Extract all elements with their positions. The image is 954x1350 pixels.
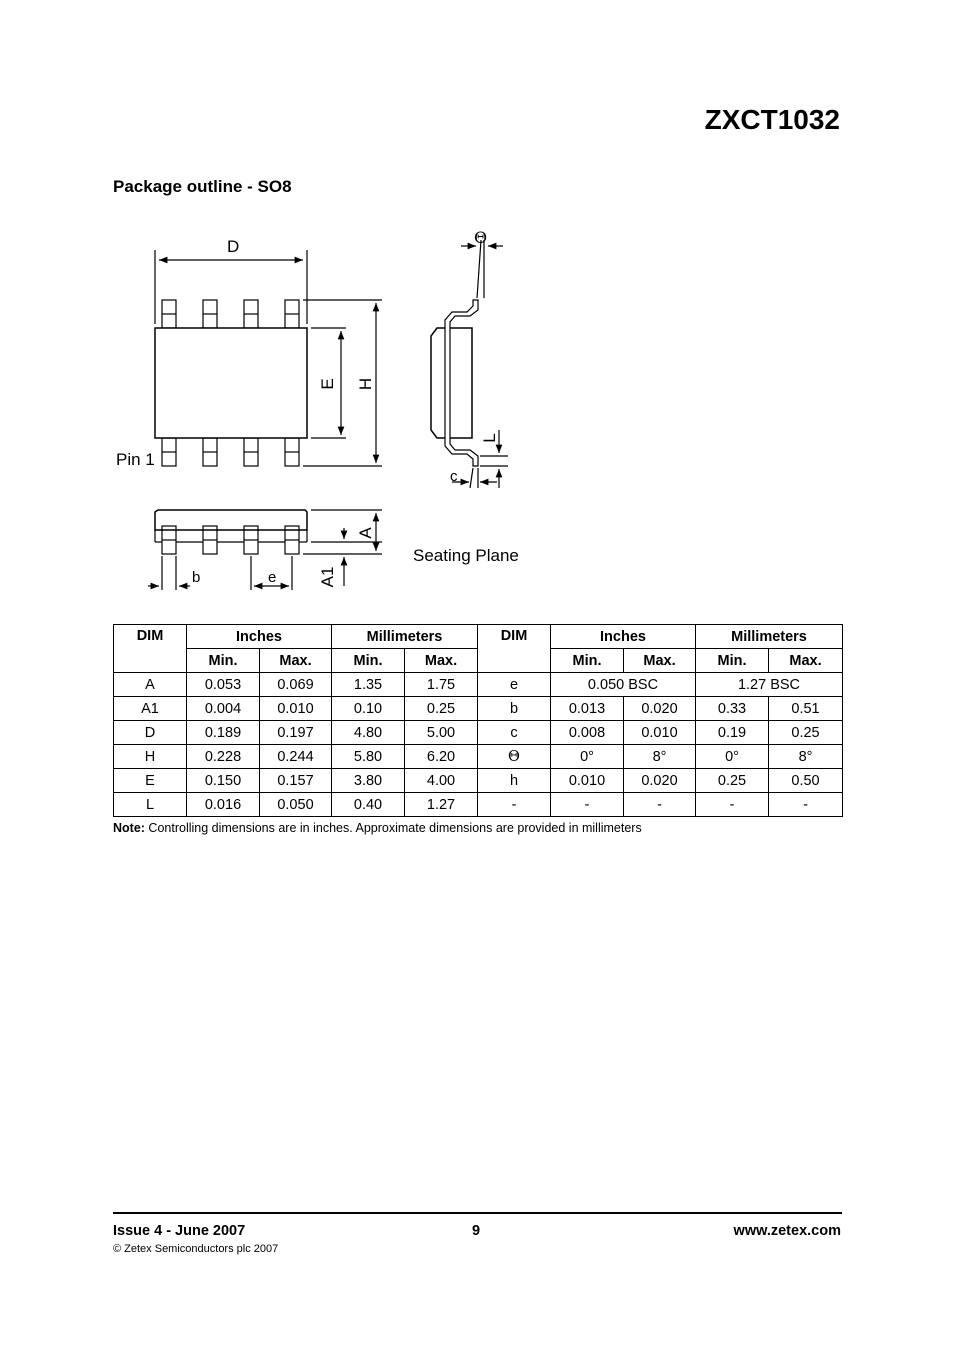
dim-label-E: E xyxy=(318,378,337,390)
dim-label-H: H xyxy=(356,377,375,391)
top-view xyxy=(155,250,382,466)
copyright: © Zetex Semiconductors plc 2007 xyxy=(113,1243,279,1255)
cell-dim: A xyxy=(114,673,187,697)
header-max: Max. xyxy=(260,649,332,673)
dim-label-D: D xyxy=(227,237,240,256)
table-row xyxy=(114,769,843,793)
header-max: Max. xyxy=(624,649,696,673)
cell: 4.80 xyxy=(332,721,405,745)
website-link[interactable]: www.zetex.com xyxy=(733,1223,841,1239)
cell: 0.19 xyxy=(696,721,769,745)
header-dim: DIM xyxy=(478,625,551,673)
cell: 5.00 xyxy=(405,721,478,745)
cell: 8° xyxy=(624,745,696,769)
header-min: Min. xyxy=(332,649,405,673)
dim-label-theta: Θ xyxy=(474,228,488,247)
header-millimeters: Millimeters xyxy=(696,625,843,649)
cell: 0.008 xyxy=(551,721,624,745)
cell: 0.244 xyxy=(260,745,332,769)
cell: 0.050 xyxy=(260,793,332,817)
cell-dim: E xyxy=(114,769,187,793)
cell-dim: A1 xyxy=(114,697,187,721)
footer-divider xyxy=(113,1212,842,1214)
cell: 0.228 xyxy=(187,745,260,769)
cell-dim: L xyxy=(114,793,187,817)
cell: 3.80 xyxy=(332,769,405,793)
table-row xyxy=(114,721,843,745)
dim-label-c: c xyxy=(450,468,458,485)
cell: 0.157 xyxy=(260,769,332,793)
cell: 0.053 xyxy=(187,673,260,697)
header-min: Min. xyxy=(187,649,260,673)
dim-label-L: L xyxy=(480,433,499,443)
pin1-label: Pin 1 xyxy=(116,450,155,469)
cell: 1.35 xyxy=(332,673,405,697)
cell-dim: h xyxy=(478,769,551,793)
issue-date: Issue 4 - June 2007 xyxy=(113,1223,246,1239)
cell: 0.150 xyxy=(187,769,260,793)
package-outline-drawing xyxy=(0,0,954,620)
note-text: Controlling dimensions are in inches. Approximate dimensions are provided in millimeters xyxy=(144,821,642,835)
cell: 1.27 xyxy=(405,793,478,817)
dim-label-A: A xyxy=(356,527,375,539)
cell-dim: c xyxy=(478,721,551,745)
header-dim: DIM xyxy=(114,625,187,673)
cell-dim: b xyxy=(478,697,551,721)
cell: 0° xyxy=(696,745,769,769)
cell: 8° xyxy=(769,745,843,769)
dim-label-b: b xyxy=(192,569,201,586)
cell: 4.00 xyxy=(405,769,478,793)
cell: 0.004 xyxy=(187,697,260,721)
header-inches: Inches xyxy=(551,625,696,649)
cell: 0.020 xyxy=(624,697,696,721)
table-header-row xyxy=(114,625,843,649)
cell-dim: H xyxy=(114,745,187,769)
cell: 0.016 xyxy=(187,793,260,817)
cell: - xyxy=(769,793,843,817)
cell: 0.069 xyxy=(260,673,332,697)
cell: 5.80 xyxy=(332,745,405,769)
dim-label-e: e xyxy=(268,569,277,586)
cell: 0° xyxy=(551,745,624,769)
cell-dim: - xyxy=(478,793,551,817)
cell: 0.010 xyxy=(260,697,332,721)
header-millimeters: Millimeters xyxy=(332,625,478,649)
cell: 0.10 xyxy=(332,697,405,721)
cell: 6.20 xyxy=(405,745,478,769)
cell-dim: D xyxy=(114,721,187,745)
header-min: Min. xyxy=(696,649,769,673)
section-title: Package outline - SO8 xyxy=(113,177,292,196)
note-label: Note: xyxy=(113,821,145,835)
cell: 0.197 xyxy=(260,721,332,745)
cell: 0.189 xyxy=(187,721,260,745)
cell: 0.50 xyxy=(769,769,843,793)
page-number: 9 xyxy=(472,1223,481,1239)
cell: 1.75 xyxy=(405,673,478,697)
table-row xyxy=(114,697,843,721)
cell-dim: Θ xyxy=(478,745,551,769)
cell: 0.40 xyxy=(332,793,405,817)
header-max: Max. xyxy=(769,649,843,673)
seating-plane-label: Seating Plane xyxy=(413,546,519,565)
dimensions-table xyxy=(113,624,843,817)
side-view xyxy=(431,240,508,488)
cell: - xyxy=(551,793,624,817)
cell: 0.010 xyxy=(624,721,696,745)
cell: 0.013 xyxy=(551,697,624,721)
cell-dim: e xyxy=(478,673,551,697)
dim-label-A1: A1 xyxy=(318,566,337,588)
cell: 1.27 BSC xyxy=(696,673,843,697)
cell: 0.25 xyxy=(696,769,769,793)
table-row xyxy=(114,745,843,769)
header-inches: Inches xyxy=(187,625,332,649)
cell: 0.25 xyxy=(769,721,843,745)
table-note xyxy=(113,821,642,835)
cell: 0.51 xyxy=(769,697,843,721)
end-view xyxy=(148,510,382,590)
header-min: Min. xyxy=(551,649,624,673)
cell: 0.33 xyxy=(696,697,769,721)
cell: 0.020 xyxy=(624,769,696,793)
cell: 0.050 BSC xyxy=(551,673,696,697)
part-number: ZXCT1032 xyxy=(704,104,840,135)
header-max: Max. xyxy=(405,649,478,673)
table-row xyxy=(114,673,843,697)
cell: 0.25 xyxy=(405,697,478,721)
cell: - xyxy=(624,793,696,817)
cell: 0.010 xyxy=(551,769,624,793)
cell: - xyxy=(696,793,769,817)
table-row xyxy=(114,793,843,817)
